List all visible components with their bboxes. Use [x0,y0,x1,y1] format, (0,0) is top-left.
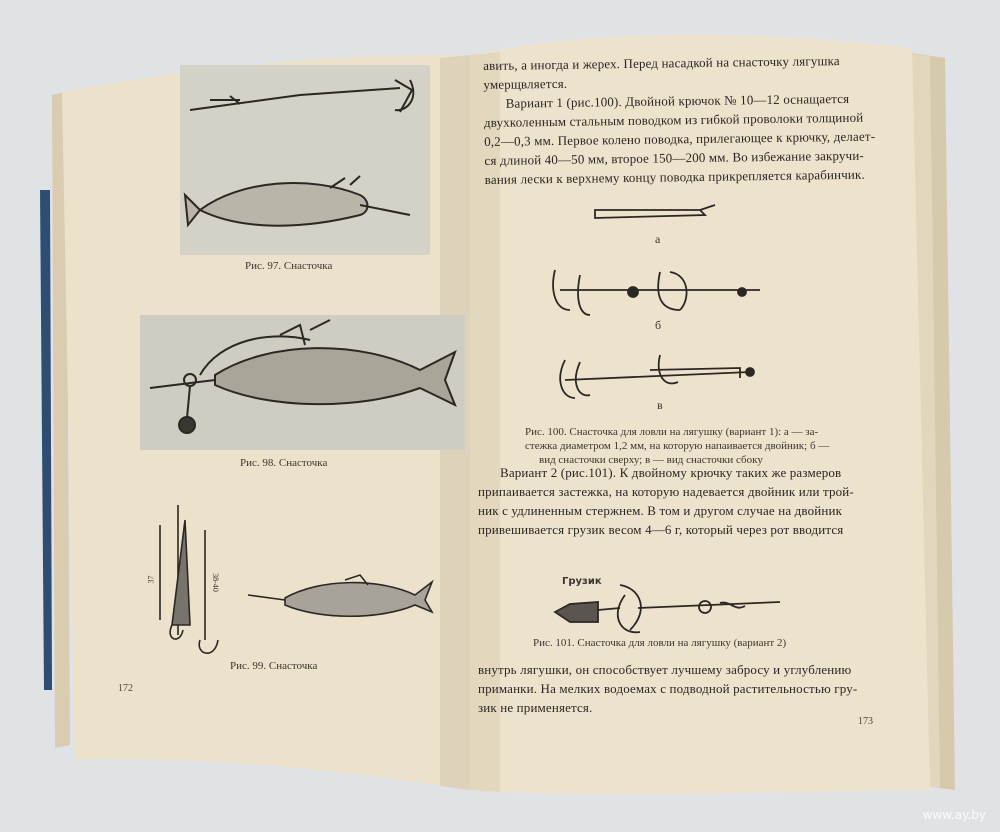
closing-line-1: внутрь лягушки, он способствует лучшему забросу и углублению [478,662,852,677]
intro-line-3: Вариант 1 (рис.100). Двойной крючок № 10—12 оснащается [505,90,850,111]
fig99-label-height: 37 [146,575,156,584]
variant2-line-2: припаивается застежка, на которую надевается двойник или трой- [478,484,854,499]
fig100-caption [525,425,885,467]
variant2-line-4: привешивается грузик весом 4—6 г, который через рот вводится [478,522,844,537]
variant2-paragraph [478,463,878,539]
fig100-label-a: а [655,232,661,246]
closing-line-3: зик не применяется. [478,700,593,715]
intro-line-4: двухколенным стальным поводком из гибкой проволоки толщиной [483,109,864,130]
fig101-caption: Рис. 101. Снасточка для ловли на лягушку (вариант 2) [533,637,787,649]
fig100-caption-line-3: вид снасточки сверху; в — вид снасточки сбоку [539,454,763,466]
fig100-label-b: б [655,318,662,332]
intro-line-6: ся длиной 40—50 мм, второе 150—200 мм. Во избежание закручи- [484,147,864,168]
variant2-line-1: Вариант 2 (рис.101). К двойному крючку таких же размеров [500,465,842,480]
fig98-caption: Рис. 98. Снасточка [240,457,328,469]
intro-line-5: 0,2—0,3 мм. Первое колено поводка, прилегающее к крючку, делает- [484,128,876,149]
watermark: www.ay.by [922,808,986,822]
fig99-label-length: 38-40 [210,573,220,592]
book-cover-edge [40,190,52,690]
intro-line-2: умерщвляется. [483,75,568,92]
fig97-plate [180,65,430,255]
fig99-caption: Рис. 99. Снасточка [230,660,318,672]
fig100-caption-line-1: Рис. 100. Снасточка для ловли на лягушку (вариант 1): а — за- [525,426,819,438]
variant2-line-3: ник с удлиненным стержнем. В том и другом случае на двойник [478,503,843,518]
closing-paragraph [478,660,888,717]
fig97-caption: Рис. 97. Снасточка [245,260,333,272]
fig100-label-c: в [657,398,663,412]
right-page-number: 173 [858,716,873,727]
intro-line-1: авить, а иногда и жерех. Перед насадкой на снасточку лягушка [483,53,840,73]
intro-line-7: вания лески к верхнему концу поводка прикрепляется карабинчик. [484,166,865,187]
fig100-caption-line-2: стежка диаметром 1,2 мм, на которую напаивается двойник; б — [525,440,830,452]
closing-line-2: приманки. На мелких водоемах с подводной растительностью гру- [478,681,858,696]
intro-paragraph [483,50,885,189]
left-page-number: 172 [118,683,133,694]
fig101-weight-label: Грузик [562,576,602,587]
